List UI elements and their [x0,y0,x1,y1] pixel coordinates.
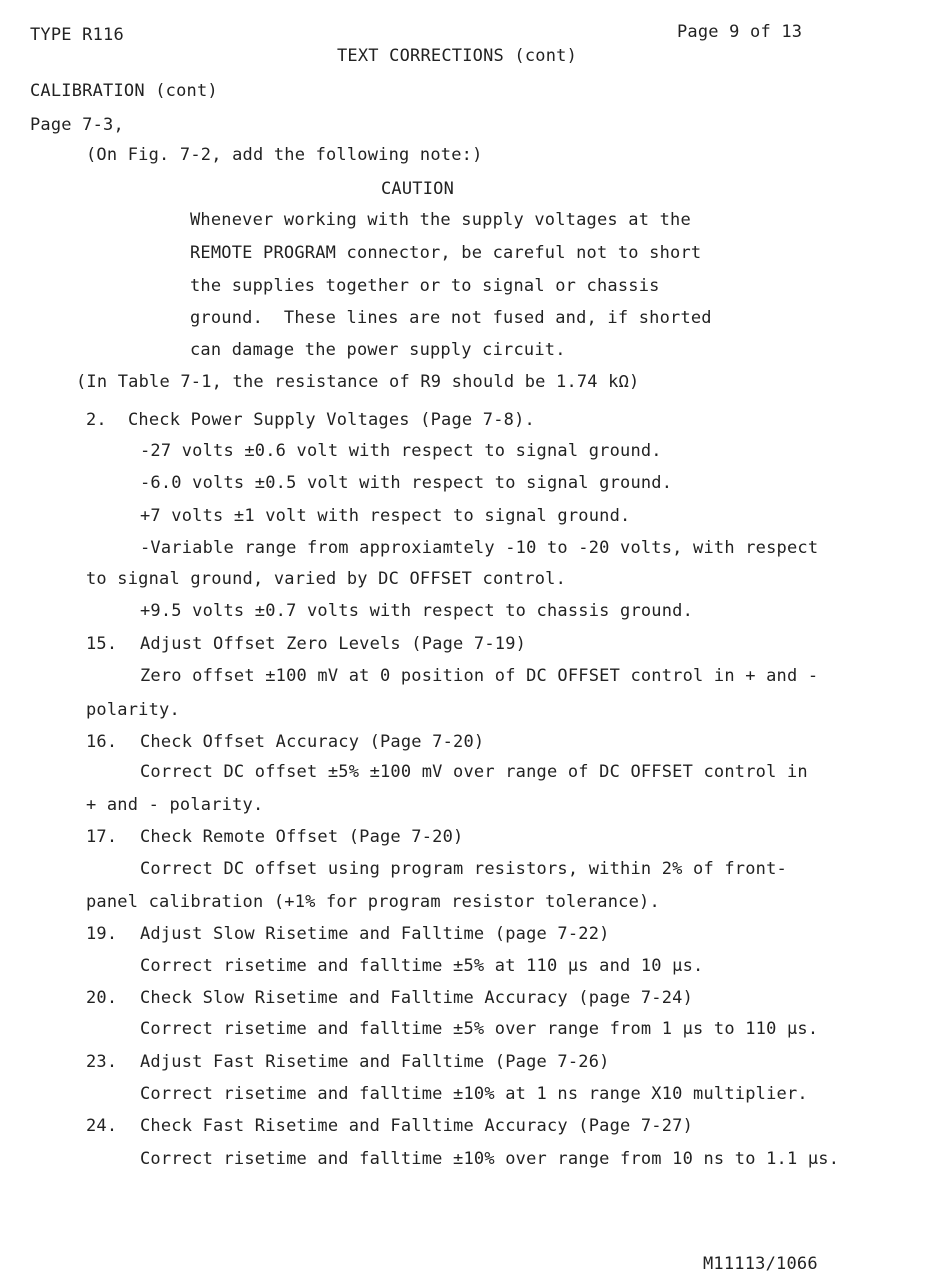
item-line: panel calibration (+1% for program resistor tolerance). [86,892,660,912]
item-number: 16. [86,732,118,752]
item-line: Zero offset ±100 mV at 0 position of DC OFFSET control in + and - [140,666,819,686]
item-title: Check Power Supply Voltages (Page 7-8). [128,410,535,430]
item-line: -27 volts ±0.6 volt with respect to signal ground. [140,441,662,461]
caution-line: ground. These lines are not fused and, if shorted [190,308,712,328]
item-title: Check Fast Risetime and Falltime Accuracy (Page 7-27) [140,1116,694,1136]
item-title: Adjust Slow Risetime and Falltime (page 7-22) [140,924,610,944]
item-line: +9.5 volts ±0.7 volts with respect to chassis ground. [140,601,694,621]
item-title: Check Remote Offset (Page 7-20) [140,827,464,847]
item-line: Correct DC offset ±5% ±100 mV over range of DC OFFSET control in [140,762,808,782]
item-title: Check Offset Accuracy (Page 7-20) [140,732,485,752]
item-line: Correct risetime and falltime ±5% at 110 µs and 10 µs. [140,956,704,976]
item-line: + and - polarity. [86,795,264,815]
caution-line: REMOTE PROGRAM connector, be careful not to short [190,243,702,263]
item-line: -6.0 volts ±0.5 volt with respect to signal ground. [140,473,673,493]
item-line: Correct risetime and falltime ±10% over range from 10 ns to 1.1 µs. [140,1149,840,1169]
item-number: 20. [86,988,118,1008]
item-number: 15. [86,634,118,654]
item-line: Correct risetime and falltime ±10% at 1 ns range X10 multiplier. [140,1084,808,1104]
item-line: Correct risetime and falltime ±5% over range from 1 µs to 110 µs. [140,1019,819,1039]
item-line: polarity. [86,700,180,720]
item-title: Adjust Fast Risetime and Falltime (Page 7-26) [140,1052,610,1072]
page-number: Page 9 of 13 [677,22,803,42]
section-page-ref: Page 7-3, [30,115,124,135]
item-line: Correct DC offset using program resistors, within 2% of front- [140,859,787,879]
caution-line: the supplies together or to signal or chassis [190,276,660,296]
item-title: Adjust Offset Zero Levels (Page 7-19) [140,634,527,654]
caution-line: can damage the power supply circuit. [190,340,566,360]
item-line: -Variable range from approxiamtely -10 to -20 volts, with respect [140,538,819,558]
caution-line: Whenever working with the supply voltages at the [190,210,691,230]
page-title: TEXT CORRECTIONS (cont) [337,46,578,66]
item-title: Check Slow Risetime and Falltime Accuracy (page 7-24) [140,988,694,1008]
item-line: +7 volts ±1 volt with respect to signal ground. [140,506,631,526]
table-note: (In Table 7-1, the resistance of R9 should be 1.74 kΩ) [76,372,640,392]
item-number: 2. [86,410,107,430]
doc-number: M11113/1066 [703,1254,818,1274]
item-number: 17. [86,827,118,847]
item-number: 23. [86,1052,118,1072]
item-number: 24. [86,1116,118,1136]
caution-title: CAUTION [381,179,455,199]
doc-type: TYPE R116 [30,25,124,45]
section-heading: CALIBRATION (cont) [30,81,218,101]
item-line: to signal ground, varied by DC OFFSET control. [86,569,567,589]
item-number: 19. [86,924,118,944]
fig-note: (On Fig. 7-2, add the following note:) [86,145,483,165]
